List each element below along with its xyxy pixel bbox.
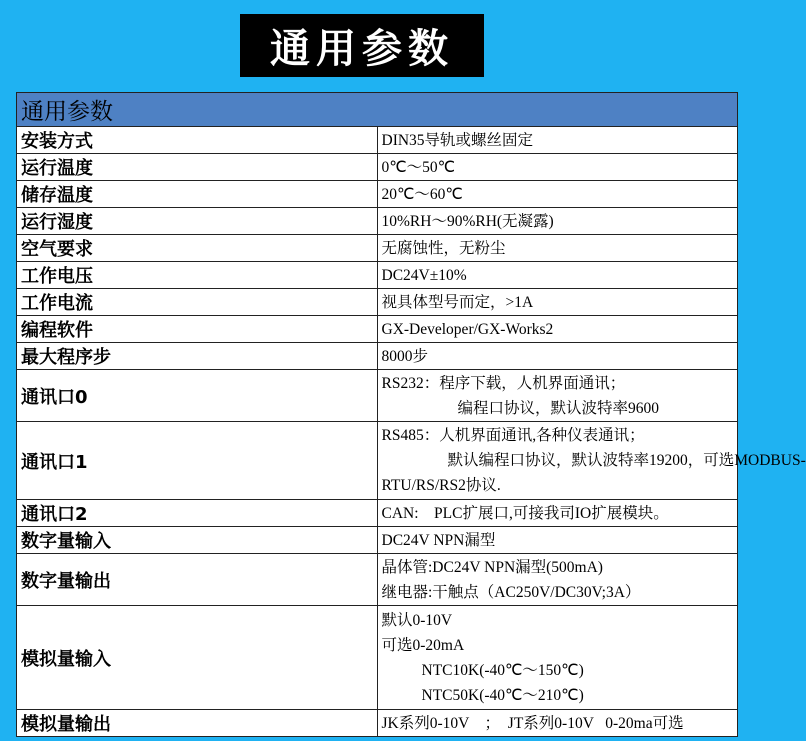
table-row (17, 500, 738, 527)
table-row (17, 554, 738, 606)
spec-table (16, 92, 806, 737)
param-name: 模拟量输出 (17, 710, 378, 737)
param-value: JK系列0-10V ； JT系列0-10V 0-20ma可选 (377, 710, 738, 737)
table-row (17, 262, 738, 289)
param-value: DIN35导轨或螺丝固定 (377, 127, 738, 154)
param-name: 编程软件 (17, 316, 378, 343)
table-row (17, 343, 738, 370)
param-name: 模拟量输入 (17, 606, 378, 710)
param-value: 晶体管:DC24V NPN漏型(500mA) 继电器:干触点（AC250V/DC30V;3A） (377, 554, 738, 606)
param-value: 10%RH～90%RH(无凝露) (377, 208, 738, 235)
table-row (17, 316, 738, 343)
param-value: 8000步 (377, 343, 738, 370)
param-name: 数字量输入 (17, 527, 378, 554)
table-row (17, 154, 738, 181)
param-value: DC24V±10% (377, 262, 738, 289)
param-value: CAN: PLC扩展口,可接我司IO扩展模块。 (377, 500, 738, 527)
param-name: 安装方式 (17, 127, 378, 154)
table-row (17, 710, 738, 737)
param-name: 工作电压 (17, 262, 378, 289)
param-name: 储存温度 (17, 181, 378, 208)
param-name: 最大程序步 (17, 343, 378, 370)
table-row (17, 127, 738, 154)
param-name: 数字量输出 (17, 554, 378, 606)
table-row (17, 208, 738, 235)
param-value: 无腐蚀性，无粉尘 (377, 235, 738, 262)
param-name: 通讯口0 (17, 370, 378, 422)
param-value: DC24V NPN漏型 (377, 527, 738, 554)
param-value: 20℃～60℃ (377, 181, 738, 208)
param-value: 0℃～50℃ (377, 154, 738, 181)
param-name: 通讯口2 (17, 500, 378, 527)
param-name: 通讯口1 (17, 422, 378, 500)
param-name: 空气要求 (17, 235, 378, 262)
param-value: 视具体型号而定，>1A (377, 289, 738, 316)
table-title: 通用参数 (17, 93, 738, 127)
table-row (17, 370, 738, 422)
param-name: 运行温度 (17, 154, 378, 181)
table-row (17, 527, 738, 554)
table-row (17, 289, 738, 316)
param-value: RS485：人机界面通讯,各种仪表通讯； 默认编程口协议，默认波特率19200，可选MODBUS- RTU/RS/RS2协议. (377, 422, 738, 500)
table-row (17, 422, 738, 500)
banner-title: 通用参数 (240, 14, 484, 77)
param-value: GX-Developer/GX-Works2 (377, 316, 738, 343)
param-value: 默认0-10V 可选0-20mA NTC10K(-40℃～150℃) NTC50K(-40℃～210℃) (377, 606, 738, 710)
param-value: RS232：程序下载，人机界面通讯； 编程口协议，默认波特率9600 (377, 370, 738, 422)
param-name: 运行湿度 (17, 208, 378, 235)
table-header-row (17, 93, 738, 127)
param-name: 工作电流 (17, 289, 378, 316)
table-row (17, 181, 738, 208)
table-row (17, 235, 738, 262)
table-row (17, 606, 738, 710)
